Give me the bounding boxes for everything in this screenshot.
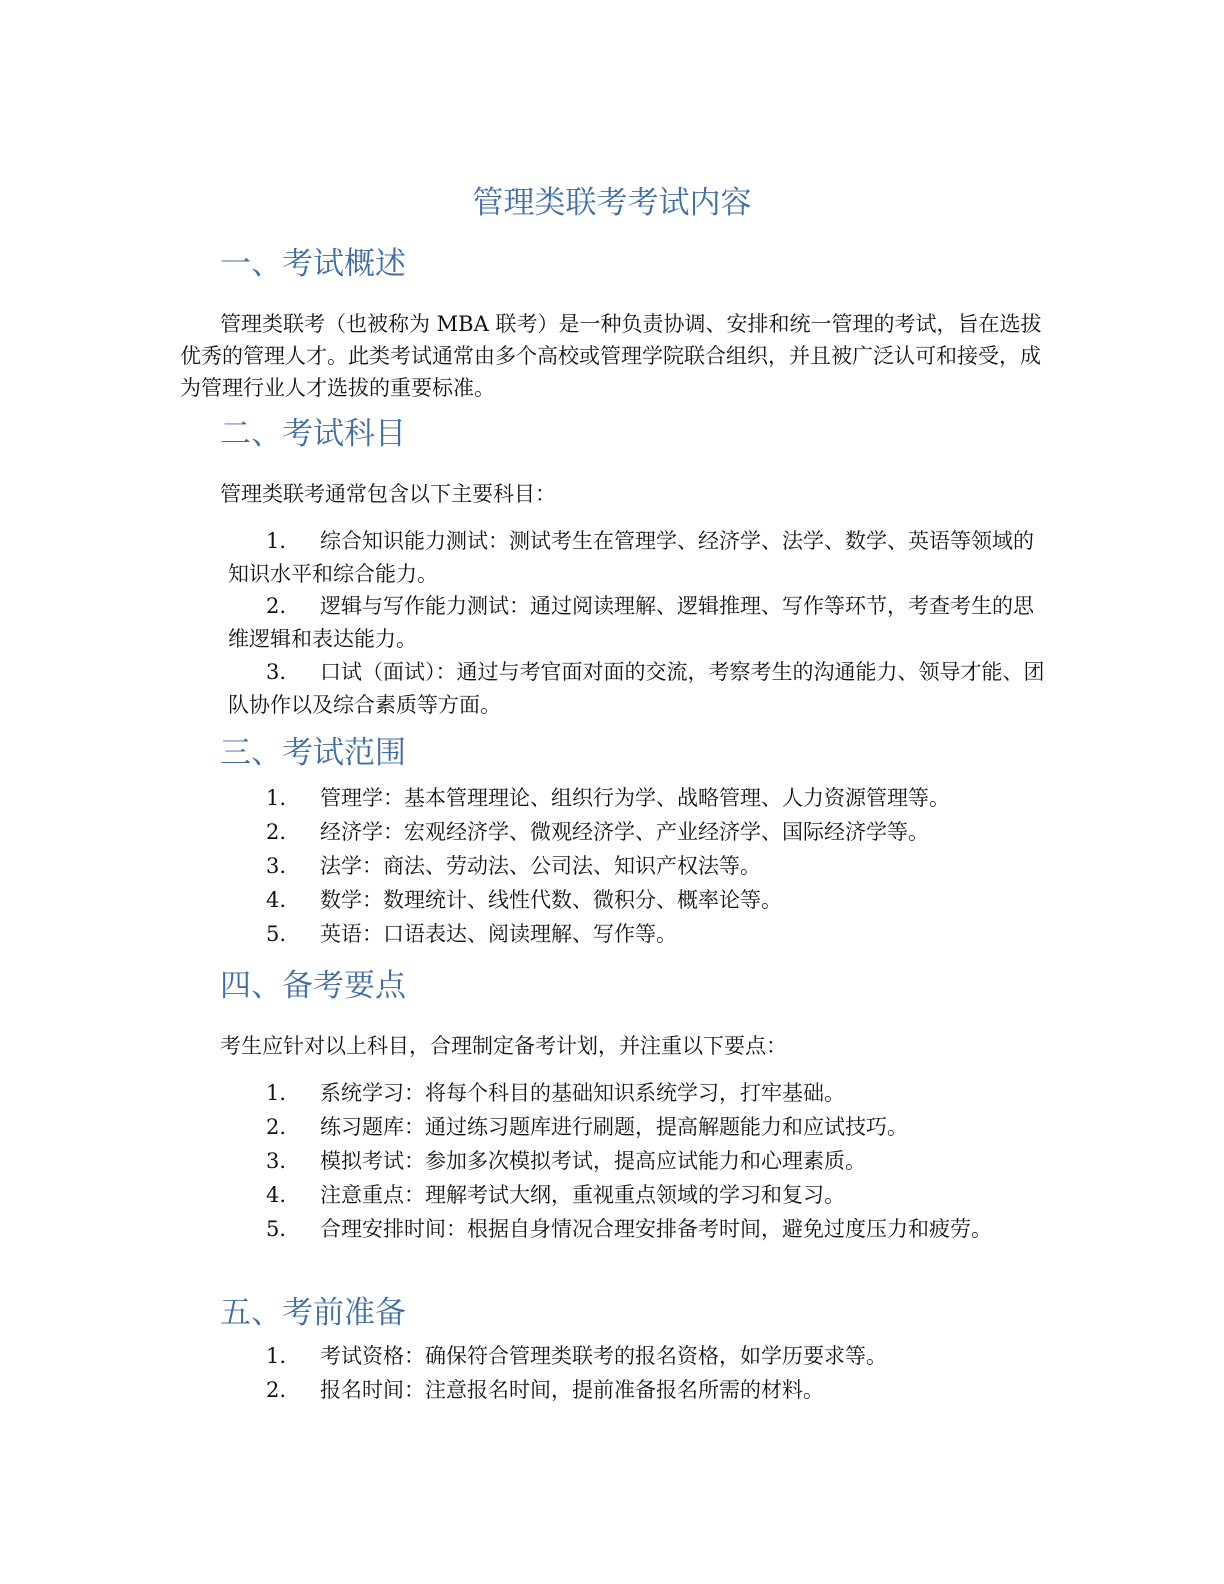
section-heading-overview: 一、考试概述 (220, 246, 406, 282)
section-heading-pre-exam: 五、考前准备 (220, 1295, 406, 1331)
list-item-number: 2. (266, 1378, 287, 1402)
list-item-text: 综合知识能力测试：测试考生在管理学、经济学、法学、数学、英语等领域的知识水平和综合能力。 (228, 529, 1034, 586)
list-item-number: 4. (266, 888, 287, 912)
list-item-text: 法学：商法、劳动法、公司法、知识产权法等。 (320, 854, 761, 878)
list-item-text: 练习题库：通过练习题库进行刷题，提高解题能力和应试技巧。 (320, 1115, 908, 1139)
section-heading-prep-points: 四、备考要点 (220, 968, 406, 1004)
list-item (228, 1179, 1048, 1212)
list-item-number: 3. (266, 854, 287, 878)
list-item-text: 合理安排时间：根据自身情况合理安排备考时间，避免过度压力和疲劳。 (320, 1217, 992, 1241)
list-item (228, 1213, 1048, 1246)
list-item (228, 884, 1048, 917)
overview-paragraph: 管理类联考（也被称为 MBA 联考）是一种负责协调、安排和统一管理的考试，旨在选拔优秀的管理人才。此类考试通常由多个高校或管理学院联合组织，并且被广泛认可和接受，成为管理行业人才选拔的重要标准。 (180, 312, 1042, 400)
subjects-intro: 管理类联考通常包含以下主要科目： (220, 482, 556, 506)
list-item (228, 656, 1048, 722)
list-item (228, 1077, 1048, 1110)
list-item-number: 3. (266, 1149, 287, 1173)
list-item-text: 管理学：基本管理理论、组织行为学、战略管理、人力资源管理等。 (320, 786, 950, 810)
list-item-number: 5. (266, 1217, 287, 1241)
prep-intro: 考生应针对以上科目，合理制定备考计划，并注重以下要点： (220, 1034, 787, 1058)
list-item-number: 3. (266, 660, 287, 684)
list-item (228, 782, 1048, 815)
list-item-text: 模拟考试：参加多次模拟考试，提高应试能力和心理素质。 (320, 1149, 866, 1173)
list-item-number: 2. (266, 1115, 287, 1139)
list-item (228, 1111, 1048, 1144)
list-item-text: 系统学习：将每个科目的基础知识系统学习，打牢基础。 (320, 1081, 845, 1105)
list-item (228, 1145, 1048, 1178)
list-item-number: 1. (266, 1344, 287, 1368)
list-item-number: 4. (266, 1183, 287, 1207)
list-item (228, 850, 1048, 883)
list-item (228, 1374, 1048, 1407)
list-item-number: 1. (266, 529, 287, 553)
document-title: 管理类联考考试内容 (472, 185, 752, 221)
list-item (228, 918, 1048, 951)
section-heading-scope: 三、考试范围 (220, 735, 406, 771)
list-item (228, 590, 1048, 656)
list-item-text: 注意重点：理解考试大纲，重视重点领域的学习和复习。 (320, 1183, 845, 1207)
list-item-number: 5. (266, 922, 287, 946)
list-item-text: 报名时间：注意报名时间，提前准备报名所需的材料。 (320, 1378, 824, 1402)
list-item (228, 816, 1048, 849)
list-item (228, 525, 1048, 591)
list-item-text: 口试（面试）：通过与考官面对面的交流，考察考生的沟通能力、领导才能、团队协作以及综合素质等方面。 (228, 660, 1045, 717)
list-item-number: 1. (266, 1081, 287, 1105)
list-item-number: 2. (266, 820, 287, 844)
list-item-number: 1. (266, 786, 287, 810)
section-heading-subjects: 二、考试科目 (220, 416, 406, 452)
list-item-text: 逻辑与写作能力测试：通过阅读理解、逻辑推理、写作等环节，考查考生的思维逻辑和表达能力。 (228, 594, 1034, 651)
list-item-text: 英语：口语表达、阅读理解、写作等。 (320, 922, 677, 946)
list-item (228, 1340, 1048, 1373)
list-item-text: 考试资格：确保符合管理类联考的报名资格，如学历要求等。 (320, 1344, 887, 1368)
list-item-text: 数学：数理统计、线性代数、微积分、概率论等。 (320, 888, 782, 912)
list-item-text: 经济学：宏观经济学、微观经济学、产业经济学、国际经济学等。 (320, 820, 929, 844)
list-item-number: 2. (266, 594, 287, 618)
